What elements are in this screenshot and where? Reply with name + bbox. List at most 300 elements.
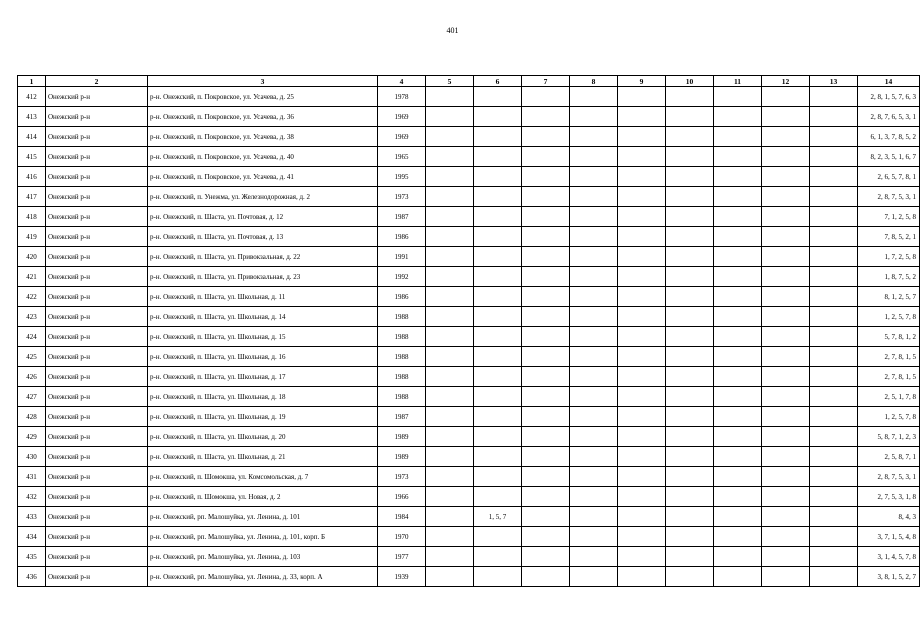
col13-cell	[810, 247, 858, 267]
col11-cell	[714, 87, 762, 107]
district-cell: Онежский р-н	[46, 487, 148, 507]
col11-cell	[714, 527, 762, 547]
col11-cell	[714, 467, 762, 487]
col5-cell	[426, 307, 474, 327]
col11-cell	[714, 327, 762, 347]
district-cell: Онежский р-н	[46, 247, 148, 267]
district-cell: Онежский р-н	[46, 187, 148, 207]
col12-cell	[762, 367, 810, 387]
col10-cell	[666, 507, 714, 527]
column-header-5: 5	[426, 76, 474, 87]
col11-cell	[714, 447, 762, 467]
row-number: 415	[18, 147, 46, 167]
col8-cell	[570, 307, 618, 327]
data-table	[17, 75, 920, 587]
col14-cell: 2, 5, 8, 7, 1	[858, 447, 920, 467]
year-cell: 1977	[378, 547, 426, 567]
col12-cell	[762, 447, 810, 467]
table-row	[18, 87, 920, 107]
col6-cell	[474, 427, 522, 447]
column-header-13: 13	[810, 76, 858, 87]
col6-cell	[474, 107, 522, 127]
column-header-8: 8	[570, 76, 618, 87]
col8-cell	[570, 167, 618, 187]
district-cell: Онежский р-н	[46, 507, 148, 527]
col6-cell	[474, 407, 522, 427]
col11-cell	[714, 487, 762, 507]
col5-cell	[426, 507, 474, 527]
col9-cell	[618, 347, 666, 367]
col11-cell	[714, 147, 762, 167]
col5-cell	[426, 187, 474, 207]
year-cell: 1969	[378, 107, 426, 127]
col12-cell	[762, 127, 810, 147]
col10-cell	[666, 187, 714, 207]
col9-cell	[618, 127, 666, 147]
col7-cell	[522, 427, 570, 447]
col11-cell	[714, 167, 762, 187]
col10-cell	[666, 487, 714, 507]
col8-cell	[570, 107, 618, 127]
row-number: 412	[18, 87, 46, 107]
col8-cell	[570, 327, 618, 347]
col7-cell	[522, 207, 570, 227]
col8-cell	[570, 547, 618, 567]
row-number: 436	[18, 567, 46, 587]
col14-cell: 8, 2, 3, 5, 1, 6, 7	[858, 147, 920, 167]
col5-cell	[426, 347, 474, 367]
district-cell: Онежский р-н	[46, 427, 148, 447]
address-cell: р-н. Онежский, п. Покровское, ул. Усачева, д. 41	[148, 167, 378, 187]
year-cell: 1973	[378, 467, 426, 487]
row-number: 435	[18, 547, 46, 567]
col7-cell	[522, 347, 570, 367]
col5-cell	[426, 407, 474, 427]
col8-cell	[570, 187, 618, 207]
row-number: 431	[18, 467, 46, 487]
col10-cell	[666, 127, 714, 147]
row-number: 413	[18, 107, 46, 127]
col7-cell	[522, 307, 570, 327]
col7-cell	[522, 367, 570, 387]
col7-cell	[522, 107, 570, 127]
col11-cell	[714, 107, 762, 127]
col13-cell	[810, 447, 858, 467]
col9-cell	[618, 507, 666, 527]
col12-cell	[762, 287, 810, 307]
district-cell: Онежский р-н	[46, 107, 148, 127]
row-number: 421	[18, 267, 46, 287]
year-cell: 1988	[378, 347, 426, 367]
col9-cell	[618, 107, 666, 127]
col6-cell	[474, 167, 522, 187]
col11-cell	[714, 247, 762, 267]
district-cell: Онежский р-н	[46, 467, 148, 487]
col7-cell	[522, 487, 570, 507]
col13-cell	[810, 367, 858, 387]
col5-cell	[426, 547, 474, 567]
col8-cell	[570, 207, 618, 227]
col10-cell	[666, 467, 714, 487]
col5-cell	[426, 467, 474, 487]
col13-cell	[810, 307, 858, 327]
col9-cell	[618, 247, 666, 267]
col12-cell	[762, 487, 810, 507]
col6-cell	[474, 247, 522, 267]
table-row	[18, 527, 920, 547]
address-cell: р-н. Онежский, рп. Малошуйка, ул. Ленина, д. 101	[148, 507, 378, 527]
col7-cell	[522, 227, 570, 247]
col9-cell	[618, 447, 666, 467]
col13-cell	[810, 427, 858, 447]
col7-cell	[522, 507, 570, 527]
col10-cell	[666, 107, 714, 127]
col9-cell	[618, 427, 666, 447]
table-row	[18, 367, 920, 387]
col14-cell: 3, 8, 1, 5, 2, 7	[858, 567, 920, 587]
col6-cell	[474, 567, 522, 587]
address-cell: р-н. Онежский, п. Шомокша, ул. Комсомольская, д. 7	[148, 467, 378, 487]
row-number: 424	[18, 327, 46, 347]
col12-cell	[762, 147, 810, 167]
col9-cell	[618, 147, 666, 167]
column-header-12: 12	[762, 76, 810, 87]
col11-cell	[714, 127, 762, 147]
address-cell: р-н. Онежский, п. Шаста, ул. Школьная, д. 15	[148, 327, 378, 347]
table-row	[18, 247, 920, 267]
col8-cell	[570, 487, 618, 507]
col12-cell	[762, 387, 810, 407]
col12-cell	[762, 547, 810, 567]
col10-cell	[666, 347, 714, 367]
col11-cell	[714, 567, 762, 587]
col14-cell: 3, 7, 1, 5, 4, 8	[858, 527, 920, 547]
col11-cell	[714, 367, 762, 387]
col10-cell	[666, 427, 714, 447]
col9-cell	[618, 87, 666, 107]
col6-cell	[474, 387, 522, 407]
col10-cell	[666, 527, 714, 547]
col11-cell	[714, 227, 762, 247]
col9-cell	[618, 407, 666, 427]
col11-cell	[714, 407, 762, 427]
col8-cell	[570, 447, 618, 467]
col13-cell	[810, 547, 858, 567]
col6-cell	[474, 267, 522, 287]
col12-cell	[762, 507, 810, 527]
row-number: 429	[18, 427, 46, 447]
table-row	[18, 147, 920, 167]
col11-cell	[714, 287, 762, 307]
col12-cell	[762, 227, 810, 247]
col14-cell: 2, 8, 7, 5, 3, 1	[858, 187, 920, 207]
table-row	[18, 487, 920, 507]
col7-cell	[522, 387, 570, 407]
district-cell: Онежский р-н	[46, 447, 148, 467]
col7-cell	[522, 567, 570, 587]
col12-cell	[762, 347, 810, 367]
col11-cell	[714, 507, 762, 527]
col13-cell	[810, 527, 858, 547]
col5-cell	[426, 107, 474, 127]
col6-cell	[474, 207, 522, 227]
col11-cell	[714, 547, 762, 567]
col14-cell: 2, 7, 8, 1, 5	[858, 367, 920, 387]
col13-cell	[810, 467, 858, 487]
col5-cell	[426, 167, 474, 187]
district-cell: Онежский р-н	[46, 367, 148, 387]
col5-cell	[426, 147, 474, 167]
col8-cell	[570, 247, 618, 267]
year-cell: 1988	[378, 307, 426, 327]
col6-cell	[474, 87, 522, 107]
table-row	[18, 207, 920, 227]
col14-cell: 1, 2, 5, 7, 8	[858, 407, 920, 427]
col7-cell	[522, 287, 570, 307]
table-row	[18, 567, 920, 587]
column-header-11: 11	[714, 76, 762, 87]
col10-cell	[666, 567, 714, 587]
col5-cell	[426, 207, 474, 227]
col6-cell	[474, 547, 522, 567]
col7-cell	[522, 87, 570, 107]
col6-cell	[474, 307, 522, 327]
column-header-10: 10	[666, 76, 714, 87]
district-cell: Онежский р-н	[46, 87, 148, 107]
col10-cell	[666, 367, 714, 387]
col12-cell	[762, 207, 810, 227]
district-cell: Онежский р-н	[46, 387, 148, 407]
col9-cell	[618, 187, 666, 207]
col5-cell	[426, 247, 474, 267]
col12-cell	[762, 307, 810, 327]
col8-cell	[570, 347, 618, 367]
address-cell: р-н. Онежский, п. Шаста, ул. Школьная, д. 14	[148, 307, 378, 327]
address-cell: р-н. Онежский, п. Покровское, ул. Усачева, д. 38	[148, 127, 378, 147]
col13-cell	[810, 167, 858, 187]
column-header-14: 14	[858, 76, 920, 87]
header-row	[18, 76, 920, 87]
col13-cell	[810, 107, 858, 127]
table-row	[18, 287, 920, 307]
col14-cell: 2, 8, 7, 6, 5, 3, 1	[858, 107, 920, 127]
col14-cell: 6, 1, 3, 7, 8, 5, 2	[858, 127, 920, 147]
row-number: 420	[18, 247, 46, 267]
district-cell: Онежский р-н	[46, 167, 148, 187]
col13-cell	[810, 487, 858, 507]
row-number: 422	[18, 287, 46, 307]
col7-cell	[522, 467, 570, 487]
col6-cell	[474, 327, 522, 347]
column-header-3: 3	[148, 76, 378, 87]
col8-cell	[570, 387, 618, 407]
table-row	[18, 467, 920, 487]
row-number: 414	[18, 127, 46, 147]
col6-cell	[474, 227, 522, 247]
year-cell: 1986	[378, 227, 426, 247]
col8-cell	[570, 367, 618, 387]
col8-cell	[570, 507, 618, 527]
col14-cell: 2, 6, 5, 7, 8, 1	[858, 167, 920, 187]
col14-cell: 1, 2, 5, 7, 8	[858, 307, 920, 327]
col7-cell	[522, 447, 570, 467]
col6-cell	[474, 527, 522, 547]
col10-cell	[666, 207, 714, 227]
col12-cell	[762, 467, 810, 487]
col12-cell	[762, 527, 810, 547]
col10-cell	[666, 87, 714, 107]
column-header-9: 9	[618, 76, 666, 87]
district-cell: Онежский р-н	[46, 567, 148, 587]
col14-cell: 8, 4, 3	[858, 507, 920, 527]
table-row	[18, 407, 920, 427]
row-number: 417	[18, 187, 46, 207]
col9-cell	[618, 487, 666, 507]
year-cell: 1965	[378, 147, 426, 167]
col10-cell	[666, 307, 714, 327]
district-cell: Онежский р-н	[46, 527, 148, 547]
col5-cell	[426, 87, 474, 107]
col14-cell: 3, 1, 4, 5, 7, 8	[858, 547, 920, 567]
page-number: 401	[446, 26, 459, 35]
address-cell: р-н. Онежский, рп. Малошуйка, ул. Ленина, д. 101, корп. Б	[148, 527, 378, 547]
col8-cell	[570, 267, 618, 287]
col12-cell	[762, 407, 810, 427]
district-cell: Онежский р-н	[46, 147, 148, 167]
year-cell: 1987	[378, 207, 426, 227]
col12-cell	[762, 327, 810, 347]
year-cell: 1986	[378, 287, 426, 307]
col7-cell	[522, 527, 570, 547]
col9-cell	[618, 527, 666, 547]
col7-cell	[522, 127, 570, 147]
row-number: 432	[18, 487, 46, 507]
col11-cell	[714, 207, 762, 227]
col5-cell	[426, 447, 474, 467]
col7-cell	[522, 187, 570, 207]
col7-cell	[522, 267, 570, 287]
row-number: 430	[18, 447, 46, 467]
col14-cell: 7, 8, 5, 2, 1	[858, 227, 920, 247]
row-number: 425	[18, 347, 46, 367]
district-cell: Онежский р-н	[46, 227, 148, 247]
row-number: 428	[18, 407, 46, 427]
col9-cell	[618, 367, 666, 387]
col10-cell	[666, 407, 714, 427]
address-cell: р-н. Онежский, п. Шаста, ул. Школьная, д. 20	[148, 427, 378, 447]
col8-cell	[570, 227, 618, 247]
column-header-1: 1	[18, 76, 46, 87]
col14-cell: 5, 8, 7, 1, 2, 3	[858, 427, 920, 447]
address-cell: р-н. Онежский, п. Шаста, ул. Школьная, д. 11	[148, 287, 378, 307]
col14-cell: 8, 1, 2, 5, 7	[858, 287, 920, 307]
col5-cell	[426, 287, 474, 307]
address-cell: р-н. Онежский, п. Покровское, ул. Усачева, д. 40	[148, 147, 378, 167]
col9-cell	[618, 267, 666, 287]
col14-cell: 2, 8, 7, 5, 3, 1	[858, 467, 920, 487]
col6-cell	[474, 127, 522, 147]
address-cell: р-н. Онежский, п. Шаста, ул. Школьная, д. 18	[148, 387, 378, 407]
address-cell: р-н. Онежский, п. Шаста, ул. Привокзальная, д. 22	[148, 247, 378, 267]
col13-cell	[810, 567, 858, 587]
col11-cell	[714, 267, 762, 287]
year-cell: 1966	[378, 487, 426, 507]
year-cell: 1988	[378, 327, 426, 347]
col13-cell	[810, 387, 858, 407]
col13-cell	[810, 227, 858, 247]
col10-cell	[666, 147, 714, 167]
year-cell: 1989	[378, 427, 426, 447]
year-cell: 1939	[378, 567, 426, 587]
address-cell: р-н. Онежский, рп. Малошуйка, ул. Ленина, д. 33, корп. А	[148, 567, 378, 587]
year-cell: 1988	[378, 367, 426, 387]
col7-cell	[522, 327, 570, 347]
year-cell: 1992	[378, 267, 426, 287]
year-cell: 1973	[378, 187, 426, 207]
col11-cell	[714, 387, 762, 407]
address-cell: р-н. Онежский, п. Шомокша, ул. Новая, д. 2	[148, 487, 378, 507]
col7-cell	[522, 247, 570, 267]
col8-cell	[570, 407, 618, 427]
col13-cell	[810, 127, 858, 147]
col7-cell	[522, 167, 570, 187]
col14-cell: 2, 8, 1, 5, 7, 6, 3	[858, 87, 920, 107]
col9-cell	[618, 307, 666, 327]
table-row	[18, 167, 920, 187]
col9-cell	[618, 547, 666, 567]
year-cell: 1987	[378, 407, 426, 427]
col11-cell	[714, 347, 762, 367]
col6-cell	[474, 347, 522, 367]
table-body	[18, 87, 920, 587]
col9-cell	[618, 227, 666, 247]
col6-cell	[474, 367, 522, 387]
district-cell: Онежский р-н	[46, 267, 148, 287]
table-row	[18, 307, 920, 327]
year-cell: 1969	[378, 127, 426, 147]
col13-cell	[810, 327, 858, 347]
col10-cell	[666, 547, 714, 567]
col5-cell	[426, 387, 474, 407]
col9-cell	[618, 207, 666, 227]
col14-cell: 2, 7, 8, 1, 5	[858, 347, 920, 367]
col8-cell	[570, 467, 618, 487]
address-cell: р-н. Онежский, п. Шаста, ул. Школьная, д. 17	[148, 367, 378, 387]
col7-cell	[522, 547, 570, 567]
col9-cell	[618, 167, 666, 187]
col9-cell	[618, 467, 666, 487]
col13-cell	[810, 187, 858, 207]
address-cell: р-н. Онежский, п. Шаста, ул. Привокзальная, д. 23	[148, 267, 378, 287]
district-cell: Онежский р-н	[46, 347, 148, 367]
col5-cell	[426, 127, 474, 147]
col10-cell	[666, 447, 714, 467]
column-header-6: 6	[474, 76, 522, 87]
col14-cell: 2, 7, 5, 3, 1, 8	[858, 487, 920, 507]
col9-cell	[618, 327, 666, 347]
col6-cell: 1, 5, 7	[474, 507, 522, 527]
col6-cell	[474, 147, 522, 167]
col11-cell	[714, 187, 762, 207]
district-cell: Онежский р-н	[46, 547, 148, 567]
table-row	[18, 187, 920, 207]
col11-cell	[714, 307, 762, 327]
col5-cell	[426, 427, 474, 447]
address-cell: р-н. Онежский, п. Шаста, ул. Почтовая, д. 13	[148, 227, 378, 247]
row-number: 419	[18, 227, 46, 247]
row-number: 427	[18, 387, 46, 407]
col13-cell	[810, 507, 858, 527]
